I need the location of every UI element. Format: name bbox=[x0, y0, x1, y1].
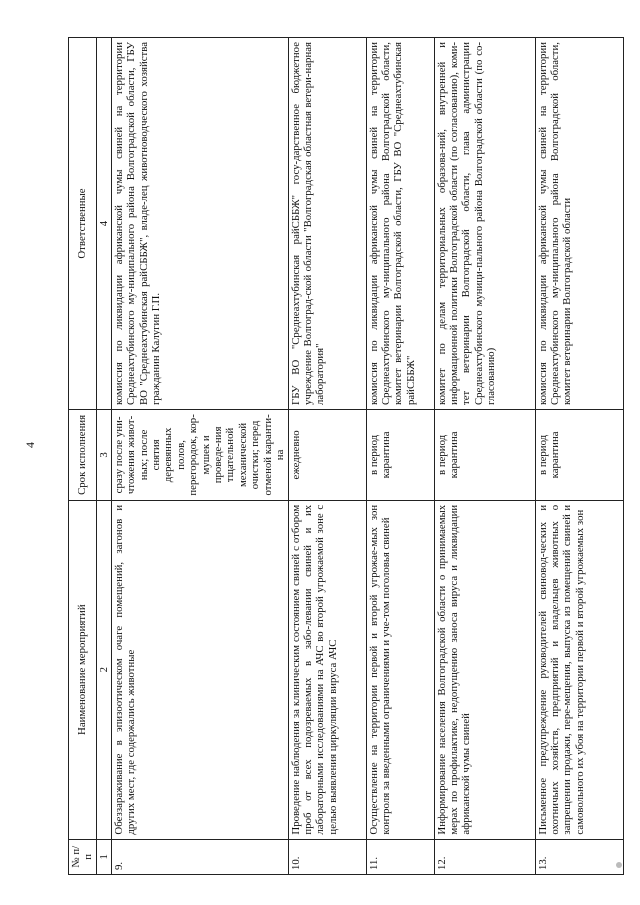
row-term: сразу после уни-чтожения живот-ных; после снятия деревянных полов, перегородок, кор-мушек и проведе-ния тщательной механической очистки; перед отменой каранти-на bbox=[111, 410, 288, 501]
header-name: Наименование мероприятий bbox=[69, 500, 97, 839]
header-num: № п/п bbox=[69, 839, 97, 874]
row-number: 11. bbox=[366, 839, 434, 874]
row-number: 12. bbox=[434, 839, 535, 874]
column-number: 2 bbox=[96, 500, 111, 839]
column-number-row bbox=[96, 38, 111, 875]
row-measure: Проведение наблюдения за клиническим состоянием свиней с отбором проб от всех подозреваемых в забо-левании свиней и их лабораторными исследованиями на АЧС во второй угрожаемой зоне с целью выявления циркуляции вируса АЧС bbox=[288, 500, 366, 839]
table-row bbox=[111, 38, 288, 875]
table-row bbox=[366, 38, 434, 875]
page-number: 4 bbox=[23, 442, 37, 448]
table-row bbox=[288, 38, 366, 875]
row-responsible: комиссия по ликвидации африканской чумы свиней на территории Среднеахтубинского му-ниципального района Волгоградской области, комитет ветеринарии Волгоградской области bbox=[535, 38, 623, 410]
column-number: 4 bbox=[96, 38, 111, 410]
header-term: Срок исполнения bbox=[69, 410, 97, 501]
column-number: 3 bbox=[96, 410, 111, 501]
row-number: 9. bbox=[111, 839, 288, 874]
row-responsible: комиссия по ликвидации африканской чумы свиней на территории Среднеахтубинского му-ниципального района Волгоградской области, ГБУ ВО "Среднеахтубинская райСББЖ", владе-лец животноводческого хозяйства гражданин Калугин Г.П. bbox=[111, 38, 288, 410]
measures-table bbox=[68, 37, 624, 875]
row-number: 13. bbox=[535, 839, 623, 874]
row-term: в период карантина bbox=[434, 410, 535, 501]
scan-dot-mark bbox=[616, 862, 622, 868]
table-row bbox=[535, 38, 623, 875]
row-responsible: комитет по делам территориальных образова-ний, внутренней и информационной политики Волгоградской области (по согласованию), коми-тет ветеринарии Волгоградской области, глава администрации Среднеахтубинского муници-пального района Волгоградской области (по со-гласованию) bbox=[434, 38, 535, 410]
row-term: в период карантина bbox=[535, 410, 623, 501]
header-resp: Ответственные bbox=[69, 38, 97, 410]
row-measure: Письменное предупреждение руководителей свиновод-ческих и охотничьих хозяйств, предприятий и владельцев животных о запрещении продажи, пере-мещения, выпуска из помещений свиней и самовольного их убоя на территории первой и второй угрожаемых зон bbox=[535, 500, 623, 839]
row-responsible: комиссия по ликвидации африканской чумы свиней на территории Среднеахтубинского му-ниципального района Волгоградской области, комитет ветеринарии Волгоградской области, ГБУ ВО "Среднеахтубинская райСББЖ" bbox=[366, 38, 434, 410]
header-row bbox=[69, 38, 97, 875]
row-measure: Обеззараживание в эпизоотическом очаге помещений, загонов и других мест, где содержались животные bbox=[111, 500, 288, 839]
table-row bbox=[434, 38, 535, 875]
row-term: в период карантина bbox=[366, 410, 434, 501]
rotated-table-container bbox=[68, 37, 586, 875]
row-term: ежедневно bbox=[288, 410, 366, 501]
row-measure: Информирование населения Волгоградской области о принимаемых мерах по профилактике, недопущению заноса вируса и ликвидации африканской чумы свиней bbox=[434, 500, 535, 839]
column-number: 1 bbox=[96, 839, 111, 874]
row-measure: Осуществление на территории первой и второй угрожае-мых зон контроля за введенными ограничениями и уче-том поголовья свиней bbox=[366, 500, 434, 839]
row-number: 10. bbox=[288, 839, 366, 874]
row-responsible: ГБУ ВО "Среднеахтубинская райСББЖ" госу-дарственное бюджетное учреждение Волгоград-ской области "Волгоградская областная ветери-нарная лаборатория" bbox=[288, 38, 366, 410]
